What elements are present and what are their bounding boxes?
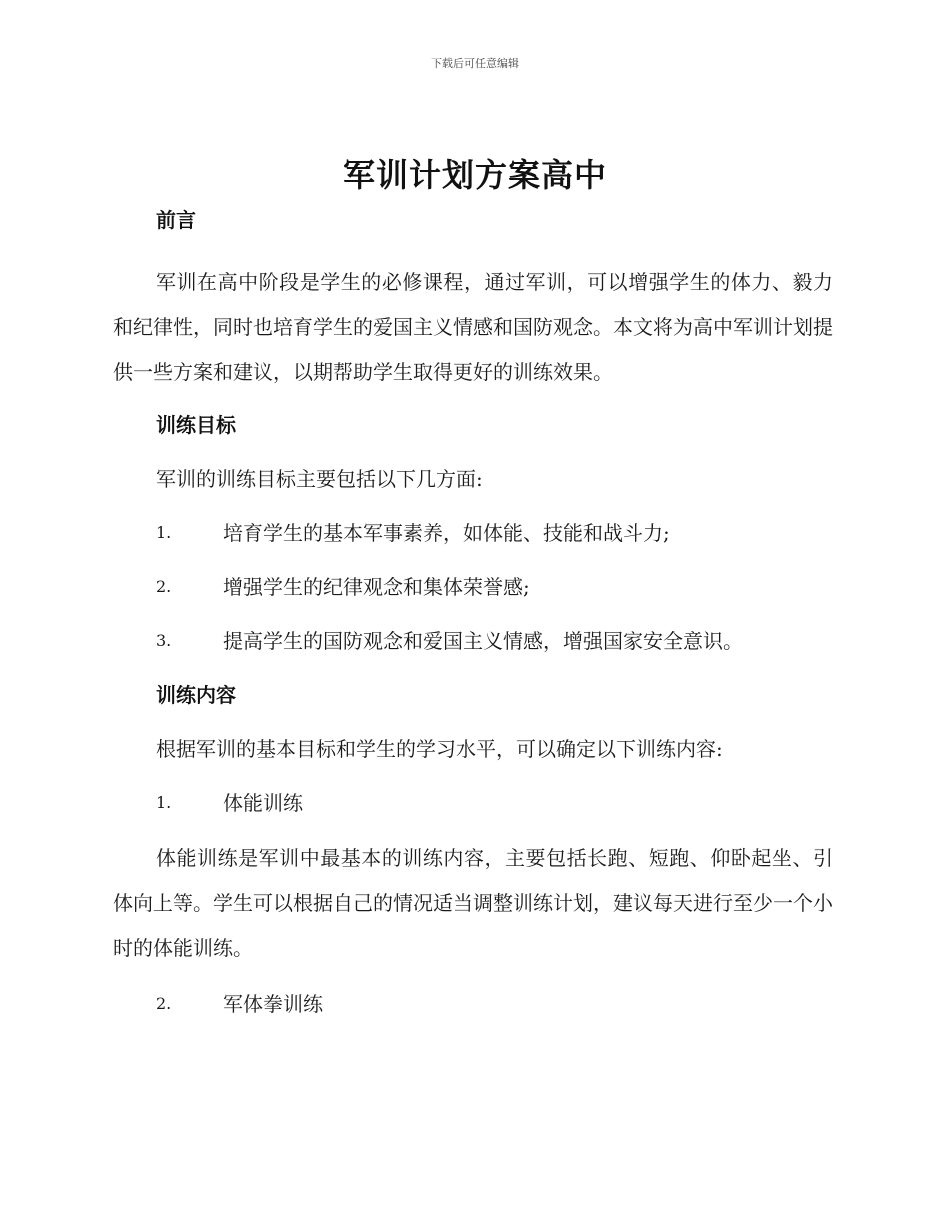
list-text: 培育学生的基本军事素养，如体能、技能和战斗力; [223, 521, 670, 545]
list-item-content-1 [156, 787, 833, 819]
heading-preface: 前言 [156, 208, 196, 232]
list-text: 军体拳训练 [223, 992, 323, 1016]
list-item-goal-3 [156, 625, 833, 657]
document-body [113, 204, 833, 1020]
content-intro [156, 733, 833, 765]
list-number: 3. [156, 631, 172, 650]
list-text: 体能训练 [223, 791, 303, 815]
heading-content: 训练内容 [156, 683, 236, 707]
goals-intro-text: 军训的训练目标主要包括以下几方面: [156, 467, 483, 491]
paragraph-preface: 军训在高中阶段是学生的必修课程，通过军训，可以增强学生的体力、毅力和纪律性，同时也培育学生的爱国主义情感和国防观念。本文将为高中军训计划提供一些方案和建议，以期帮助学生取得更好的训练效果。 [113, 270, 833, 384]
list-text: 提高学生的国防观念和爱国主义情感，增强国家安全意识。 [223, 629, 743, 653]
heading-goals: 训练目标 [156, 413, 236, 437]
list-item-goal-2 [156, 571, 833, 603]
list-number: 2. [156, 577, 172, 596]
header-note: 下载后可任意编辑 [431, 57, 519, 70]
list-number: 1. [156, 793, 172, 812]
list-item-content-2 [156, 988, 833, 1020]
content-intro-text: 根据军训的基本目标和学生的学习水平，可以确定以下训练内容: [156, 737, 723, 761]
paragraph-physical-training: 体能训练是军训中最基本的训练内容，主要包括长跑、短跑、仰卧起坐、引体向上等。学生可以根据自己的情况适当调整训练计划，建议每天进行至少一个小时的体能训练。 [113, 846, 833, 960]
goals-intro [156, 463, 833, 495]
list-number: 2. [156, 994, 172, 1013]
document-title: 军训计划方案高中 [342, 156, 607, 194]
list-number: 1. [156, 523, 172, 542]
list-text: 增强学生的纪律观念和集体荣誉感; [223, 575, 530, 599]
list-item-goal-1 [156, 517, 833, 549]
